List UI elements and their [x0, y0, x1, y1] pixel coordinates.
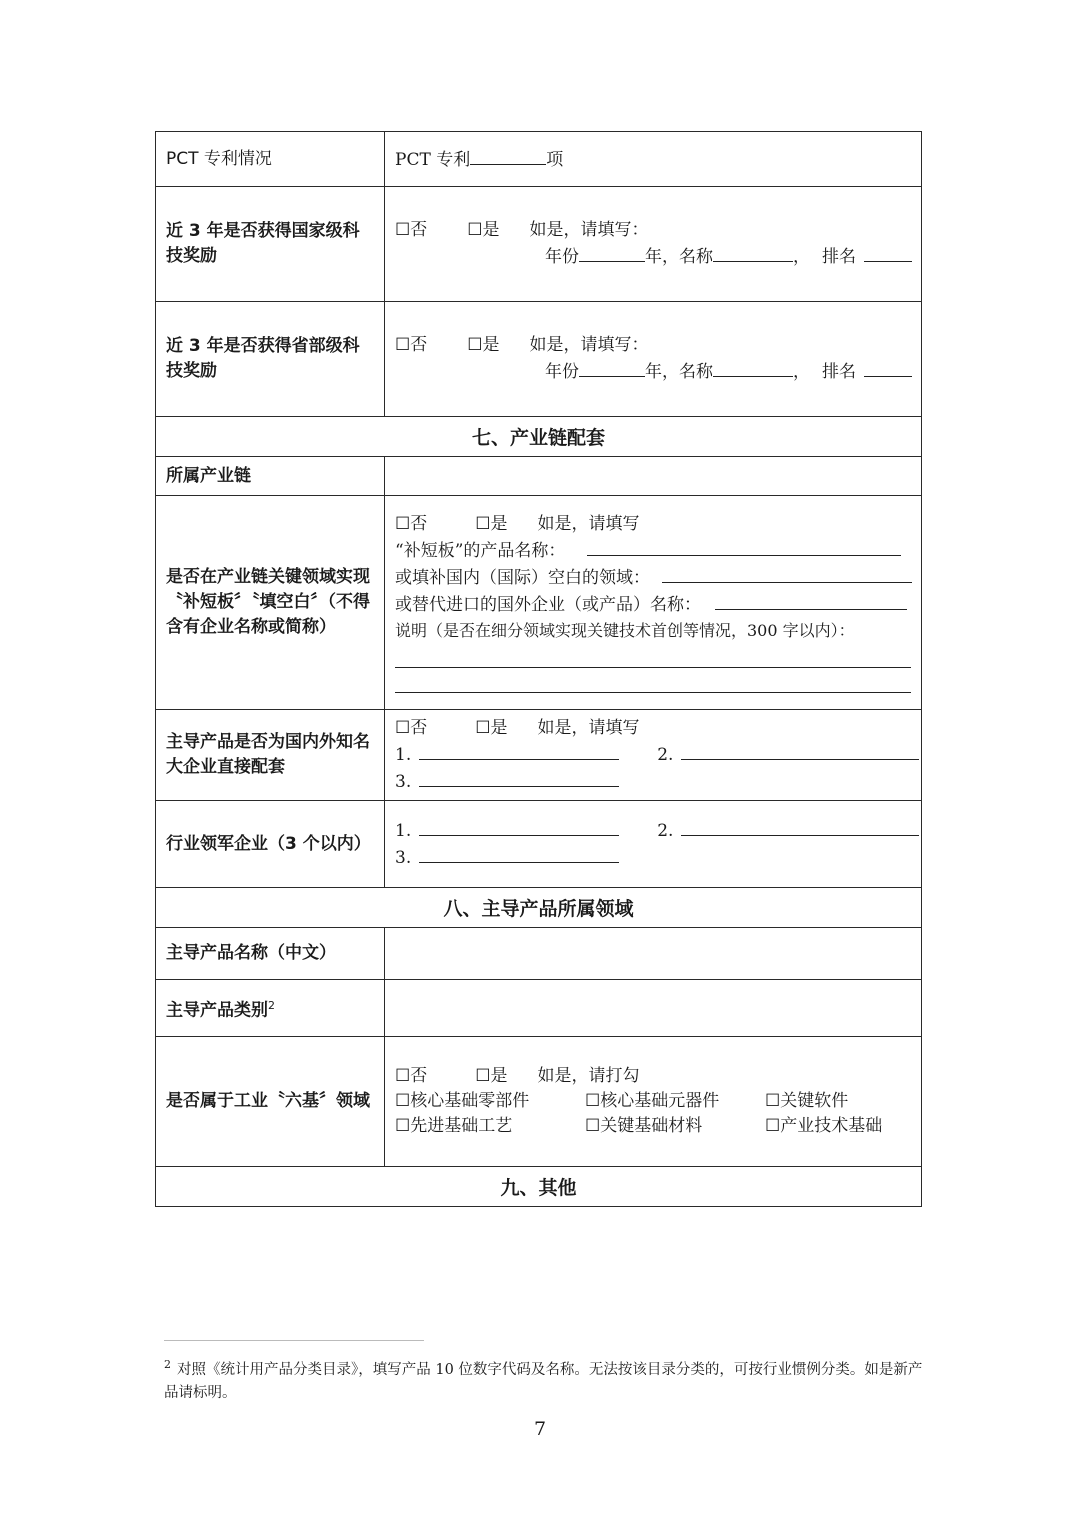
- six-base-option-3[interactable]: ☐关键软件: [765, 1091, 849, 1111]
- national-award-yes-checkbox[interactable]: ☐是: [467, 220, 500, 240]
- shortboard-replace-blank[interactable]: [715, 591, 907, 610]
- footnote-number: 2: [164, 1358, 171, 1371]
- supporting-company-1-blank[interactable]: [419, 741, 619, 760]
- six-base-value: ☐否 ☐是 如是，请打勾 ☐核心基础零部件 ☐核心基础元器件 ☐关键软件 ☐先进基础工艺 ☐关键基础材料 ☐产业技术基础: [385, 1037, 922, 1167]
- footnote-ref: 2: [268, 998, 275, 1012]
- footnote-divider: [164, 1340, 424, 1341]
- provincial-award-label: 近 3 年是否获得省部级科技奖励: [156, 302, 385, 417]
- row-national-award: [156, 187, 922, 302]
- row-product-category: [156, 980, 922, 1037]
- national-award-label: 近 3 年是否获得国家级科技奖励: [156, 187, 385, 302]
- provincial-award-name-blank[interactable]: [713, 358, 793, 377]
- shortboard-value: ☐否 ☐是 如是，请填写 “补短板”的产品名称： 或填补国内（国际）空白的领域： 或替代进口的国外企业（或产品）名称： 说明（是否在细分领域实现关键技术首创等情况，300 字以内）：: [385, 496, 922, 710]
- pct-count-blank[interactable]: [470, 146, 546, 165]
- row-section-7: [156, 417, 922, 457]
- six-base-option-2[interactable]: ☐核心基础元器件: [585, 1091, 720, 1111]
- product-category-label: 主导产品类别$^2$: [156, 980, 385, 1037]
- row-product-name: [156, 928, 922, 980]
- supporting-value: ☐否 ☐是 如是，请填写 1. 2. 3.: [385, 710, 922, 801]
- footnote-text: 对照《统计用产品分类目录》，填写产品 10 位数字代码及名称。无法按该目录分类的，可按行业惯例分类。如是新产品请标明。: [164, 1361, 923, 1401]
- supporting-no-checkbox[interactable]: ☐否: [395, 717, 428, 738]
- six-base-option-1[interactable]: ☐核心基础零部件: [395, 1091, 530, 1111]
- shortboard-explain-line-1[interactable]: [395, 643, 911, 668]
- provincial-award-value: ☐否 ☐是 如是，请填写： 年份 年，名称 ， 排名: [385, 302, 922, 417]
- shortboard-yes-checkbox[interactable]: ☐是: [475, 514, 508, 534]
- shortboard-label: 是否在产业链关键领域实现〝补短板〞〝填空白〞（不得含有企业名称或简称）: [156, 496, 385, 710]
- six-base-no-checkbox[interactable]: ☐否: [395, 1066, 428, 1086]
- industry-chain-input[interactable]: [385, 457, 922, 496]
- supporting-company-2-blank[interactable]: [681, 741, 919, 760]
- shortboard-no-checkbox[interactable]: ☐否: [395, 514, 428, 534]
- shortboard-product-blank[interactable]: [587, 537, 901, 556]
- national-award-name-blank[interactable]: [713, 243, 793, 262]
- section-7-title: 七、产业链配套: [156, 417, 922, 457]
- pct-label: PCT 专利情况: [156, 132, 385, 187]
- product-category-input[interactable]: [385, 980, 922, 1037]
- leaders-label: 行业领军企业（3 个以内）: [156, 801, 385, 888]
- national-award-year-blank[interactable]: [579, 243, 645, 262]
- application-form-table: [155, 131, 922, 1207]
- six-base-option-4[interactable]: ☐先进基础工艺: [395, 1116, 513, 1136]
- product-name-input[interactable]: [385, 928, 922, 980]
- footnote: [164, 1353, 924, 1405]
- row-shortboard: [156, 496, 922, 710]
- row-pct: [156, 132, 922, 187]
- row-six-base: [156, 1037, 922, 1167]
- six-base-label: 是否属于工业〝六基〞领域: [156, 1037, 385, 1167]
- industry-chain-label: 所属产业链: [156, 457, 385, 496]
- leader-2-blank[interactable]: [681, 817, 919, 836]
- page-number: 7: [533, 1418, 547, 1440]
- provincial-award-no-checkbox[interactable]: ☐否: [395, 335, 428, 355]
- provincial-award-year-blank[interactable]: [579, 358, 645, 377]
- shortboard-explain-line-2[interactable]: [395, 668, 911, 693]
- supporting-company-3-blank[interactable]: [419, 768, 619, 787]
- product-name-label: 主导产品名称（中文）: [156, 928, 385, 980]
- six-base-option-5[interactable]: ☐关键基础材料: [585, 1116, 703, 1136]
- row-leaders: [156, 801, 922, 888]
- pct-value: PCT 专利 项: [385, 132, 922, 187]
- national-award-value: ☐否 ☐是 如是，请填写： 年份 年，名称 ， 排名: [385, 187, 922, 302]
- supporting-label: 主导产品是否为国内外知名大企业直接配套: [156, 710, 385, 801]
- supporting-yes-checkbox[interactable]: ☐是: [475, 717, 508, 738]
- leader-1-blank[interactable]: [419, 817, 619, 836]
- provincial-award-rank-blank[interactable]: [864, 358, 912, 377]
- row-industry-chain: [156, 457, 922, 496]
- row-provincial-award: [156, 302, 922, 417]
- row-section-8: [156, 888, 922, 928]
- section-8-title: 八、主导产品所属领域: [156, 888, 922, 928]
- provincial-award-yes-checkbox[interactable]: ☐是: [467, 335, 500, 355]
- six-base-yes-checkbox[interactable]: ☐是: [475, 1066, 508, 1086]
- six-base-option-6[interactable]: ☐产业技术基础: [765, 1116, 883, 1136]
- leaders-value: 1. 2. 3.: [385, 801, 922, 888]
- row-supporting: [156, 710, 922, 801]
- section-9-title: 九、其他: [156, 1167, 922, 1207]
- national-award-no-checkbox[interactable]: ☐否: [395, 220, 428, 240]
- national-award-rank-blank[interactable]: [864, 243, 912, 262]
- shortboard-gap-field-blank[interactable]: [662, 564, 912, 583]
- leader-3-blank[interactable]: [419, 844, 619, 863]
- row-section-9: [156, 1167, 922, 1207]
